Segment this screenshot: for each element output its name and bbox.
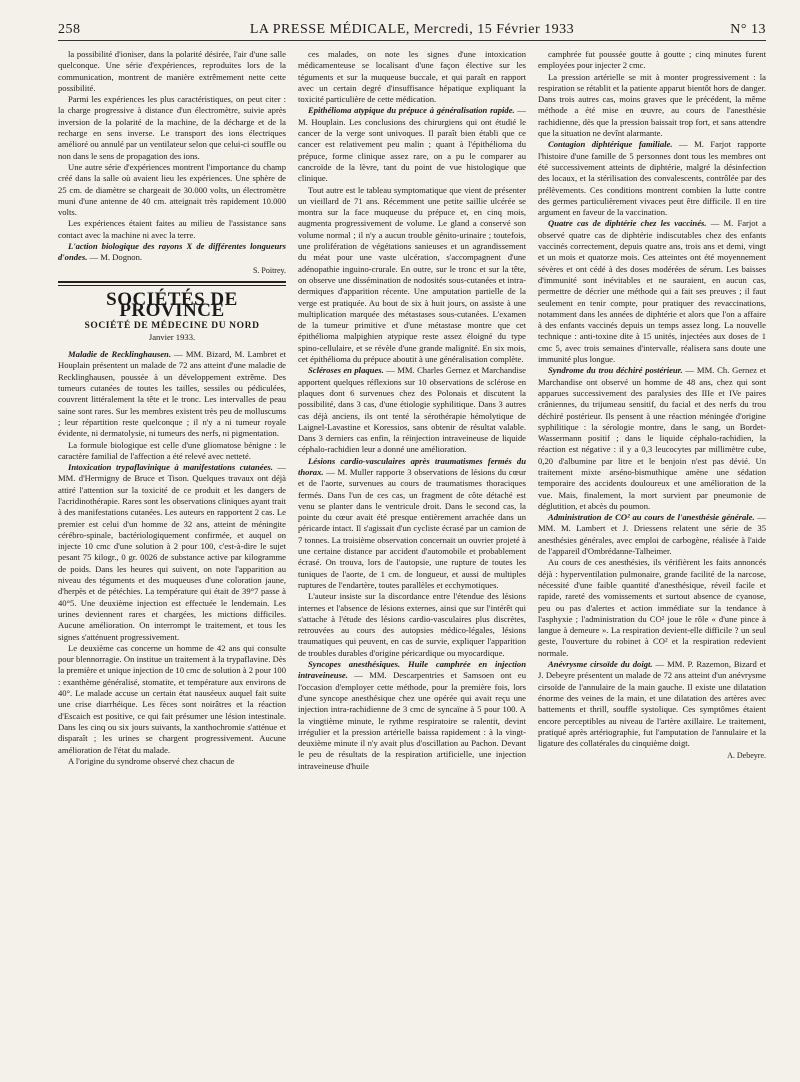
paragraph-text: Les expériences étaient faites au milieu de l'assistance sans contact avec la machine ni avec la terre.: [58, 218, 286, 240]
paragraph-text: A l'origine du syndrome observé chez chacun de: [68, 755, 235, 766]
paragraph-text: Une autre série d'expériences montrent l'importance du champ créé dans la salle où avaient lieu les expériences. Une sphère de 25 cm. de diamètre se chargeait de 30.000 volts, un électromètre muni d'une antenne de 40 cm. atteignait très rapidement 10.000 volts.: [58, 161, 286, 218]
paragraph: [538, 72, 766, 140]
report-paragraph: [298, 659, 526, 772]
paragraph: [58, 49, 286, 94]
paragraph: [298, 185, 526, 366]
report-paragraph: [538, 659, 766, 749]
paragraph: [58, 94, 286, 162]
session-date: Janvier 1933.: [148, 331, 196, 342]
paragraph-text: camphrée fut poussée goutte à goutte ; cinq minutes furent employées pour injecter 2 cmc.: [538, 49, 766, 71]
column-3: [538, 49, 766, 1082]
column-1: [58, 49, 286, 1082]
paragraph-text: — M. Dognon.: [87, 252, 143, 263]
paragraph-text: — M. Farjot a observé quatre cas de diphtérie indiscutables chez des enfants vaccinés correctement, depuis quatre ans, trois ans et demi, vingt et un mois et quatorze mois. Ces atteintes ont été moyennement sévères et ont cédé à des doses modérées de sérum. Les baisses d'immunité sont inévitables et ne sauraient, en aucun cas, permettre de décrier une méthode qui a fait ses preuves ; il faut seulement en tenir compte, pour pratiquer des revaccinations, notamment dans les années de diphtérie et alors que l'on a affaire à des enfants vaccinés depuis un temps assez long. La nouvelle technique : anti-toxine dite à 15 unités, injectées aux doses de 1 cmc 5, avec trois semaines d'intervalle, réalisera sans doute une immunité plus longue.: [538, 218, 766, 365]
paragraph: [538, 557, 766, 659]
paragraph-text: Le deuxième cas concerne un homme de 42 ans qui consulte pour blennorragie. On institue un traitement à la trypaflavine. Dès la première et unique injection de 10 cmc de solution à 2 pour 100 : exanthème généralisé, stomatite, et température aux environs de 40°. Le malade accuse un certain état nauséeux auquel fait suite une crise diarrhéique. Les fèces sont noirâtres et la réaction d'Escaich est positive, ce qui fait présumer une lésion intestinale. Dans les cinq ou six jours suivants, la xanthochromie s'atténue et disparaît ; les urines se chargent progressivement. Aucune amélioration de l'état du malade.: [58, 642, 286, 755]
paragraph: [298, 49, 526, 105]
paragraph: [58, 756, 286, 767]
report-title: L'action biologique des rayons X de différentes longueurs d'ondes.: [58, 241, 286, 263]
report-title: Syncopes anesthésiques. Huile camphrée en injection intraveineuse.: [298, 659, 526, 681]
paragraph-text: — M. Farjot rapporte l'histoire d'une famille de 5 personnes dont tous les membres ont été successivement atteints de diphtérie, malgré la désinfection des locaux, et la stérilisation des convalescents, contrôlée par des prélèvements. Ces conditions montrent combien la lutte contre des germes particulièrement vivaces peut être difficile. Il en tire argument en faveur de la vaccination.: [538, 139, 766, 218]
report-paragraph: [58, 241, 286, 264]
report-paragraph: [538, 365, 766, 512]
paragraph-text: — MM. Descarpentries et Samsoen ont eu l'occasion d'employer cette méthode, pour la première fois, lors d'une syncope anesthésique chez une opérée qui avait reçu une injection intra-rachidienne de 3 cmc de syncaïne à 5 pour 100. A la vingtième minute, le rythme respiratoire se ralentit, devint irrégulier et la pression artérielle baissa rapidement : à la vingt-deuxième minute il n'y avait plus d'oscillation au Pachon. Devant le peu de résultats de la respiration artificielle, une injection intraveineuse d'huile: [298, 670, 526, 771]
report-title: Quatre cas de diphtérie chez les vaccinés.: [548, 218, 707, 229]
paragraph-text: — MM. P. Razemon, Bizard et J. Debeyre présentent un malade de 72 ans atteint d'un anévrysme cirsoïde de l'annulaire de la main gauche. Il existe une dilatation énorme des veines de la main, et une dilatation des artères avec battements et thrill, souffle systolique. Ces symptômes étaient encore perceptibles au niveau de l'artère axillaire. Le traitement, pratiqué après artériographie, fut l'amputation de l'annulaire et la ligature des collatérales du cinquième doigt.: [538, 659, 766, 749]
paragraph-text: — MM. Charles Gernez et Marchandise apportent quelques réflexions sur 10 observations de sclérose en plaques dont 6 survenues chez des Polonais et discutent la possibilité, dans 3 cas, d'une étiologie syphilitique. Dans 3 autres cas déjà anciens, ils ont tenté la sérothérapie hémolytique de Laignel-Lavastine et Koressios, sans obtenir de résultat valable. Dans 3 derniers cas enfin, la réinjection intraveineuse de liquide céphalo-rachidien leur a donné une amélioration.: [298, 365, 526, 455]
report-paragraph: [538, 139, 766, 218]
report-title: Intoxication trypaflavinique à manifestations cutanées.: [68, 462, 273, 473]
paragraph: [58, 162, 286, 218]
report-title: Scléroses en plaques.: [308, 365, 384, 376]
paragraph-text: — M. Houplain. Les conclusions des chirurgiens qui ont étudié le cancer de la verge sont univoques. Il paraît bien établi que ce cancer est relativement peu malin ; quant à l'épithélioma du prépuce, forme clinique assez rare, on a pu le comparer au cancroïde de la lèvre, tant du point de vue histologique que clinique.: [298, 105, 526, 184]
paragraph-text: — MM. M. Lambert et J. Driessens relatent une série de 35 anesthésies générales, avec emploi de carbogène, réalisée à l'aide de l'appareil d'Ombrédanne-Talheimer.: [538, 512, 766, 557]
report-title: Administration de CO² au cours de l'anesthésie générale.: [548, 512, 755, 523]
paragraph-text: — MM. Bizard, M. Lambret et Houplain présentent un malade de 72 ans atteint d'une maladie de Recklinghausen, poussée à un développement extrême. Des tumeurs cutanées de toutes les tailles, sessiles ou pédiculées, couvrent littéralement la tête et le tronc. Les intervalles de peau saine sont rares. Sur les membres existent très peu de molluscums ; leur répartition reste quelconque ; il n'y a ni tumeur royale évidente, ni dermatolysie, ni tumeurs des nerfs, ni pigmentation.: [58, 349, 286, 439]
report-title: Epithélioma atypique du prépuce à généralisation rapide.: [308, 105, 515, 116]
report-paragraph: [58, 462, 286, 643]
report-title: Lésions cardio-vasculaires après traumatismes fermés du thorax.: [298, 455, 526, 477]
paragraph: [58, 218, 286, 241]
paragraph-text: Au cours de ces anesthésies, ils vérifièrent les faits annoncés déjà : hyperventilation pulmonaire, grande facilité de la narcose, nécessité d'une faible quantité d'anesthésique, réveil facile et rapide, rareté des vomissements et surtout absence de cyanose, peu ou pas d'alertes et action immédiate sur la tendance à l'asphyxie ; l'administration du CO² joue le rôle « d'une pince à langue à demeure ». La respiration devient-elle difficile ? un seul geste, l'ouverture du robinet à CO² et la respiration redevient normale.: [538, 557, 766, 658]
paragraph-text: — MM. Ch. Gernez et Marchandise ont observé un homme de 48 ans, chez qui sont apparues successivement des paralysies des IIIe et IVe paires crâniennes, du trijumeau sensitif, du facial et des nerfs du trou déchiré postérieur. Ils pensent à une réaction méningée d'origine syphilitique : la sérologie montre, dans le sang, un Bordet-Wassermann positif ; dans le liquide céphalo-rachidien, la réaction est négative : il y a 0,3 leucocytes par millimètre cube, 0,20 d'albumine par litre et le benjoin n'est pas dévié. Un traitement mixte arséno-bismuthique amène une sédation temporaire des accidents douloureux et une amélioration de la vue. Mais, finalement, la mort survient par pneumonie de déglutition, et abcès du poumon.: [538, 365, 766, 511]
journal-title: LA PRESSE MÉDICALE, Mercredi, 15 Février 1933: [249, 22, 575, 37]
society-name: SOCIÉTÉ DE MÉDECINE DU NORD: [84, 320, 260, 331]
paragraph: [538, 49, 766, 72]
paragraph-text: la possibilité d'ioniser, dans la polarité désirée, l'air d'une salle quelconque. Une série d'expériences, reproduites lors de la communication, montrent de manière extrêmement nette cette possibilité.: [58, 49, 286, 93]
report-title: Syndrome du trou déchiré postérieur.: [548, 365, 683, 376]
columns: [58, 49, 766, 1082]
section-rule-bottom: [58, 285, 286, 286]
paragraph: [58, 440, 286, 463]
section-heading: SOCIÉTÉS DE PROVINCE: [106, 288, 238, 322]
report-paragraph: [538, 512, 766, 557]
running-head: [58, 20, 766, 41]
paragraph: [58, 643, 286, 756]
paragraph-text: Tout autre est le tableau symptomatique que vient de présenter un vieillard de 71 ans. Récemment une petite saillie ulcérée se montra sur la face muqueuse du prépuce et, en cinq mois, augmenta progressivement de volume. Le gland a conservé son volume normal ; il n'y a aucun trouble génito-urinaire ; toutefois, une prolifération de végétations sanieuses et un agrandissement du méat pour une vaste ulcération, s'accompagnent d'une adénopathie inguino-crurale. En outre, sur le tronc et sur la tête, on observe une dissémination de nodosités sous-cutanées et intra-dermiques d'apparition récente. Une amputation partielle de la verge est pratiquée. Au bout de six à huit jours, on assiste à une multiplication marquée des métastases sous-cutanées. L'examen de la tumeur primitive et d'une métastase montre que cet épithélioma malpighien atypique reste assez éloigné du type spino-cellulaire, et se révèle d'une grande malignité. En six mois, cet épithélioma du prépuce aboutit à une généralisation complète.: [298, 184, 526, 365]
page-number: 258: [58, 22, 81, 37]
paragraph: [298, 591, 526, 659]
signature: S. Poitrey.: [252, 265, 286, 275]
paragraph-text: La formule biologique est celle d'une gliomatose bénigne : le caractère familial de l'affection a été relevé avec netteté.: [58, 439, 286, 461]
report-paragraph: [298, 456, 526, 592]
report-title: Contagion diphtérique familiale.: [548, 139, 673, 150]
column-2: [298, 49, 526, 1082]
section-rule-top: [58, 281, 286, 283]
report-paragraph: [298, 105, 526, 184]
issue-number: N° 13: [730, 22, 766, 37]
report-paragraph: [298, 365, 526, 455]
paragraph-text: ces malades, on note les signes d'une intoxication médicamenteuse se localisant d'une façon élective sur les téguments et sur la muqueuse buccale, et qui paraît en rapport avec un certain degré d'insuffisance hépatique expliquant la toxicité particulière de cette médication.: [298, 49, 526, 105]
report-paragraph: [538, 218, 766, 365]
paragraph-text: La pression artérielle se mit à monter progressivement : la respiration se rétablit et la patiente apparut bientôt hors de danger. Dans trois autres cas, moins graves que le précédent, la même méthode a été mise en œuvre, au cours de l'anesthésie rachidienne, dès que la pression baissait trop fort, et sans attendre que la situation ne devînt alarmante.: [538, 71, 766, 139]
paragraph-text: — MM. d'Hermigny de Bruce et Tison. Quelques travaux ont déjà attiré l'attention sur la toxicité de ce produit et les dangers de l'acridinothérapie. Rares sont les observations cliniques ayant trait à des manifestations cutanées. Les auteurs en rapportent 2 cas. Le premier est celui d'un homme de 32 ans, atteint de méningite cérébro-spinale, bactériologiquement confirmée, et auquel on injecte 10 cmc d'une solution à 2 pour 100, c'est-à-dire le sujet pesant 75 kilogr., 0 gr. 0026 de substance active par kilogramme de poids. Dans les heures qui suivent, on note l'apparition au niveau des téguments et des muqueuses d'une coloration jaune, d'herpès et de pétéchies. La température qui était de 39°7 passe à 40°5. Une deuxième injection est effectuée le lendemain. Les urines deviennent rares et chargées, les mictions difficiles. Aucune amélioration. On interrompt le traitement, et tous les signes s'atténuent progressivement.: [58, 462, 286, 642]
paragraph-text: — M. Muller rapporte 3 observations de lésions du cœur et de l'aorte, survenues au cours de traumatismes thoraciques fermés. Dans l'un de ces cas, un fragment de côte détaché est venu se planter dans le ventricule droit. Dans le second cas, la pointe du cœur avait été presque entièrement arrachée dans un péricarde intact. Il s'agissait d'un cycliste écrasé par un camion de 7 tonnes. La troisième observation concernait un ouvrier projeté à une certaine distance par accident d'automobile et probablement écrasé. On trouva, lors de l'autopsie, une rupture de toutes les tuniques de l'aorte, de 1 cm. de longueur, et aussi de multiples ruptures de l'endartère, toutes parallèles et ecchymotiques.: [298, 466, 526, 590]
report-title: Anévrysme cirsoïde du doigt.: [548, 659, 653, 670]
signature: A. Debeyre.: [727, 751, 766, 761]
report-title: Maladie de Recklinghausen.: [68, 349, 171, 360]
report-paragraph: [58, 349, 286, 439]
paragraph-text: L'auteur insiste sur la discordance entre l'étendue des lésions internes et l'absence de lésions externes, ainsi que sur l'intérêt qui s'attache à l'étude des lésions cardio-vasculaires plus discrètes, retrouvées au cours des autopsies médico-légales, lésions traumatiques qui peuvent, en cas de survie, expliquer l'apparition de troubles durables d'origine péricardique ou myocardique.: [298, 591, 526, 658]
paragraph-text: Parmi les expériences les plus caractéristiques, on peut citer : la charge progressive à distance d'un électromètre, suivie après inversion de la polarité de la machine, de la décharge et de la recharge en sens inverse. Le transport des ions électriques amélioré ou annulé par un ventilateur selon que celui-ci souffle ou non dans le sens de propagation des ions.: [58, 94, 286, 161]
